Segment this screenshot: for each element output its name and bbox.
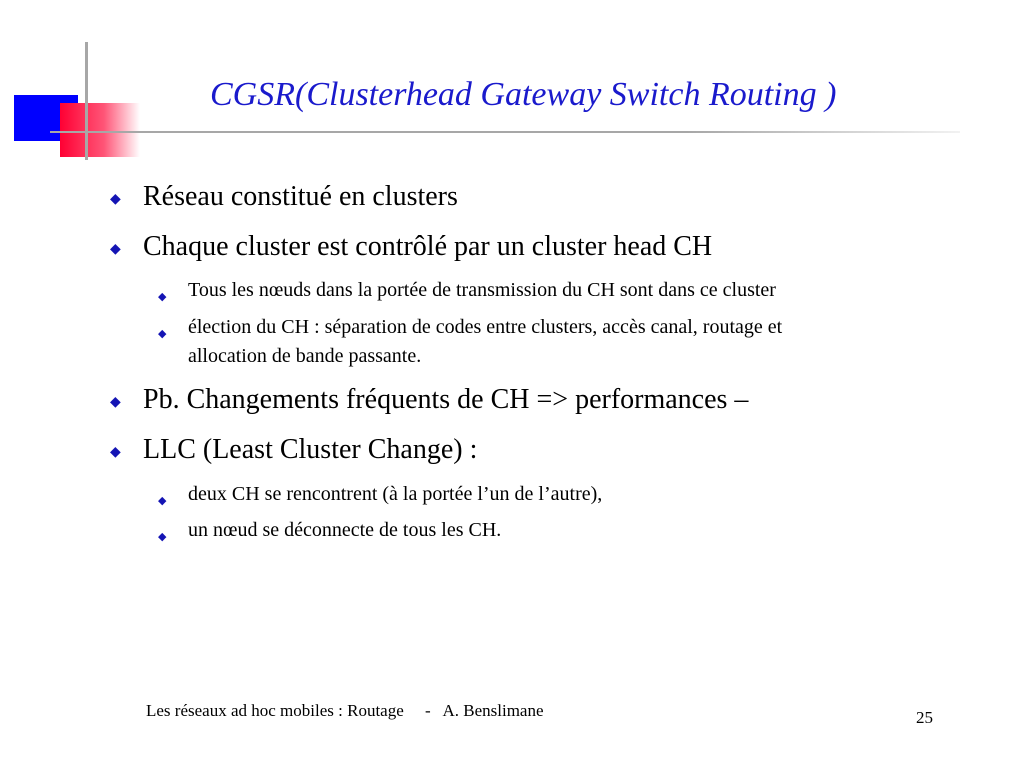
sub-bullet-item	[158, 313, 783, 371]
bullet-item	[110, 231, 713, 263]
bullet-item	[110, 384, 749, 416]
diamond-bullet-icon: ◆	[158, 531, 167, 543]
bullet-text: Réseau constitué en clusters	[143, 181, 458, 212]
title-underline-rule	[50, 131, 960, 133]
diamond-bullet-icon: ◆	[110, 395, 121, 410]
sub-bullet-item	[158, 516, 502, 545]
sub-bullet-item	[158, 480, 603, 509]
sub-bullet-text: un nœud se déconnecte de tous les CH.	[188, 519, 502, 541]
diamond-bullet-icon: ◆	[110, 242, 121, 257]
page-number: 25	[916, 708, 933, 727]
bullet-item	[110, 434, 478, 466]
slide-title: CGSR(Clusterhead Gateway Switch Routing )	[210, 76, 837, 113]
footer-text: Les réseaux ad hoc mobiles : Routage - A. Benslimane	[146, 701, 544, 720]
sub-bullet-text-line-1: élection du CH : séparation de codes entre clusters, accès canal, routage et	[188, 316, 783, 338]
diamond-bullet-icon: ◆	[158, 495, 167, 507]
sub-bullet-item	[158, 276, 776, 305]
diamond-bullet-icon: ◆	[110, 192, 121, 207]
diamond-bullet-icon: ◆	[158, 328, 167, 340]
ornament-red-square	[60, 103, 140, 157]
sub-bullet-text: deux CH se rencontrent (à la portée l’un de l’autre),	[188, 483, 603, 505]
sub-bullet-text: Tous les nœuds dans la portée de transmission du CH sont dans ce cluster	[188, 279, 776, 301]
bullet-text: Pb. Changements fréquents de CH => performances –	[143, 384, 749, 415]
bullet-item	[110, 181, 458, 213]
ornament-vertical-rule	[85, 42, 88, 160]
bullet-text: LLC (Least Cluster Change) :	[143, 434, 478, 465]
sub-bullet-text-line-2: allocation de bande passante.	[188, 345, 422, 367]
diamond-bullet-icon: ◆	[158, 291, 167, 303]
diamond-bullet-icon: ◆	[110, 445, 121, 460]
bullet-text: Chaque cluster est contrôlé par un cluster head CH	[143, 231, 713, 262]
